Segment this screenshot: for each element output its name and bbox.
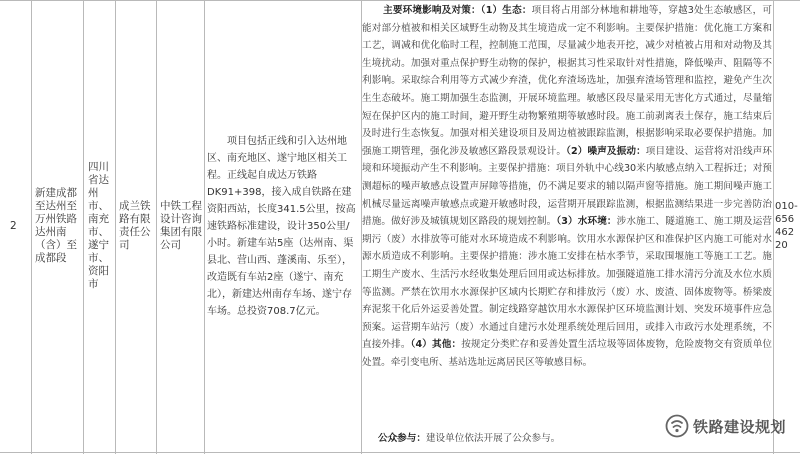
other-text: 按规定分类贮存和妥善处置生活垃圾等固体废物，危险废物交有资质单位处置。牵引变电所、基站选址远离居民区等敏感目标。 [362, 339, 773, 368]
project-location-text: 四川省达州市、南充市、遂宁市、资阳市 [88, 161, 109, 290]
contact-phone [775, 0, 800, 452]
eia-agency-text: 中铁工程设计咨询集团有限公司 [160, 200, 202, 251]
public-label: 公众参与： [378, 433, 426, 444]
noise-label: （2）噪声及振动： [566, 145, 646, 157]
watermark [665, 414, 786, 438]
col-divider [115, 0, 116, 454]
other-label: （4）其他： [410, 339, 462, 351]
public-text: 建设单位依法开展了公众参与。 [425, 433, 561, 444]
eia-agency [160, 0, 204, 452]
wechat-official-account-icon [665, 414, 689, 438]
watermark-text: 铁路建设规划 [692, 417, 786, 436]
project-overview-text: 项目包括正线和引入达州地区、南充地区、遂宁地区相关工程。正线起自成达万铁路DK91+398，接入成自铁路在建资阳西站，长度341.5公里，按高速铁路标准建设，设计350公里/小时。新建车站5座（达州南、渠县北、营山西、蓬溪南、乐至），改造既有车站2座（遂宁、南充北），新建达州南存车场、遂宁存车场。总投资708.7亿元。 [207, 135, 356, 317]
ecology-text: 项目将占用部分林地和耕地等，穿越3处生态敏感区，可能对部分植被和相关区域野生动物及其生境造成一定不利影响。主要保护措施：优化施工方案和工艺，调减和优化临时工程，控制施工范围，尽量减少地表开挖，减少对植被占用和对动物及其生境扰动。加强对重点保护野生动物的保护，根据其习性采取针对性措施，降低噪声、阻隔等不利影响。采取综合利用等方式减少弃渣，优化弃渣场选址，加强弃渣场管理和监控，避免产生次生生态破坏。施工期加强生态监测，开展环境监理。敏感区段尽量采用无害化方式通过，尽量缩短在保护区内的施工时间，避开野生动物繁殖期等敏感时段。施工前剥离表土保存，施工结束后及时进行生态恢复。加强对相关建设项目及周边植被跟踪监测，根据影响采取必要保护措施。加强施工期管理，强化涉及敏感区路段景观设计。 [362, 5, 772, 157]
project-name [35, 0, 83, 452]
construction-unit-text: 成兰铁路有限责任公司 [119, 200, 151, 251]
col-divider [156, 0, 157, 454]
col-divider [31, 0, 32, 454]
project-name-text: 新建成都至达州至万州铁路达州南（含）至成都段 [35, 187, 77, 264]
col-divider [204, 0, 205, 454]
water-text: 涉水施工、隧道施工、施工期及运营期污（废）水排放等可能对水环境造成不利影响。饮用水水源保护区和准保护区内施工可能对水源水质造成不利影响。主要保护措施：涉水施工安排在枯水季节，采取围堰施工等施工工艺。施工期生产废水、生活污水经收集处理后回用或达标排放。加强隧道施工排水清污分流及水位水质等监测。严禁在饮用水水源保护区域内长期贮存和排放污（废）水、废渣、固体废物等。桥梁废弃泥浆干化后外运妥善处置。制定线路穿越饮用水水源保护区环境监测计划、突发环境事件应急预案。运营期车站污（废）水通过自建污水处理系统处理后回用，或排入市政污水处理系统，不直接外排。 [362, 216, 773, 351]
ecology-label: （1）生态： [480, 5, 532, 16]
water-label: （3）水环境： [556, 216, 617, 228]
noise-text: 项目建设、运营将对沿线声环境和环境振动产生不利影响。主要保护措施：项目外轨中心线30米内敏感点纳入工程拆迁；对预测超标的噪声敏感点设置声屏障等措施，仍不满足要求的辅以隔声窗等措施。施工期间噪声施工机械尽量远离噪声敏感点或避开敏感时段，运营期开展跟踪监测，根据监测结果进一步完善防治措施。做好涉及城镇规划区路段的规划控制。 [362, 145, 772, 228]
row-index: 2 [10, 219, 17, 232]
construction-unit [119, 0, 155, 452]
table-border-bottom [0, 452, 800, 453]
col-divider [83, 0, 84, 454]
environmental-impact-text [362, 2, 772, 371]
col-divider [773, 0, 774, 454]
project-location [88, 0, 114, 452]
public-participation [378, 430, 560, 444]
contact-phone-text: 010-65646220 [775, 201, 798, 251]
env-heading: 主要环境影响及对策： [383, 5, 481, 16]
project-overview [207, 0, 358, 452]
